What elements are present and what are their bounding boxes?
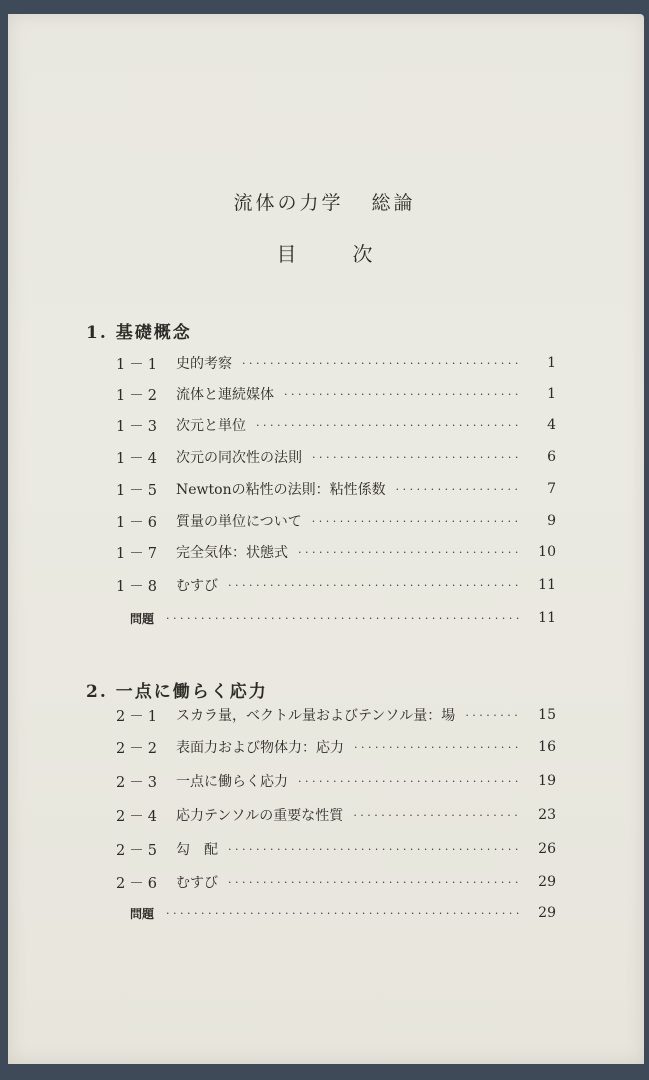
leader-dots xyxy=(312,515,520,528)
leader-dots xyxy=(166,612,520,625)
chapter-number: 2. xyxy=(86,682,108,702)
leader-dots xyxy=(353,809,520,822)
problems-label: 問題 xyxy=(130,611,155,626)
toc-entry xyxy=(116,871,556,893)
toc-entry xyxy=(116,736,556,758)
leader-dots xyxy=(228,876,520,889)
page-number: 19 xyxy=(538,773,556,789)
page-number: 11 xyxy=(538,577,556,593)
section-number: 1－3 xyxy=(116,418,161,435)
toc-entry xyxy=(116,414,556,436)
leader-dots xyxy=(312,451,520,464)
toc-entry xyxy=(116,352,556,374)
toc-heading xyxy=(0,238,649,267)
page-number: 7 xyxy=(547,481,556,497)
toc-entry xyxy=(116,541,556,563)
chapter-number: 1. xyxy=(86,323,108,343)
section-number: 2－6 xyxy=(116,875,161,892)
toc-entry xyxy=(116,704,556,726)
leader-dots xyxy=(465,709,520,722)
toc-entry xyxy=(116,446,556,468)
leader-dots xyxy=(298,546,520,559)
section-title: 勾 配 xyxy=(176,842,218,858)
section-title: 次元と単位 xyxy=(176,418,246,434)
section-title: 完全気体：状態式 xyxy=(176,545,288,561)
page-number: 9 xyxy=(547,513,556,529)
book-title-sub: 総論 xyxy=(371,192,416,214)
page-number: 1 xyxy=(547,355,556,371)
section-title: むすび xyxy=(176,578,218,594)
page-number: 10 xyxy=(538,544,556,560)
toc-heading-char-1: 目 xyxy=(276,242,297,266)
toc-problems-entry xyxy=(130,607,556,629)
toc-entry xyxy=(116,478,556,500)
section-title: 一点に働らく応力 xyxy=(176,774,288,790)
page-number: 1 xyxy=(547,386,556,402)
leader-dots xyxy=(284,388,520,401)
leader-dots xyxy=(298,775,520,788)
page-number: 26 xyxy=(538,841,556,857)
toc-entry xyxy=(116,510,556,532)
leader-dots xyxy=(396,483,520,496)
section-title: むすび xyxy=(176,875,218,891)
toc-problems-entry xyxy=(130,902,556,924)
page-number: 15 xyxy=(538,707,556,723)
section-title: 流体と連続媒体 xyxy=(176,387,274,403)
section-title: 次元の同次性の法則 xyxy=(176,450,302,466)
chapter-title: 基礎概念 xyxy=(115,323,192,343)
section-number: 2－2 xyxy=(116,740,161,757)
toc-entry xyxy=(116,574,556,596)
section-title: 表面力および物体力：応力 xyxy=(176,740,344,756)
section-number: 1－4 xyxy=(116,450,161,467)
page-number: 11 xyxy=(538,610,556,626)
section-number: 2－3 xyxy=(116,774,161,791)
leader-dots xyxy=(242,357,520,370)
chapter-title: 一点に働らく応力 xyxy=(115,682,268,702)
book-title-main: 流体の力学 xyxy=(233,192,344,214)
section-number: 2－5 xyxy=(116,842,161,859)
page-number: 23 xyxy=(538,807,556,823)
toc-heading-char-2: 次 xyxy=(352,242,373,266)
section-title: Newtonの粘性の法則：粘性係数 xyxy=(176,482,386,498)
section-title: スカラ量，ベクトル量およびテンソル量：場 xyxy=(176,708,456,724)
section-number: 1－6 xyxy=(116,514,161,531)
page-number: 4 xyxy=(547,417,556,433)
section-number: 1－2 xyxy=(116,387,161,404)
leader-dots xyxy=(228,843,520,856)
page-number: 6 xyxy=(547,449,556,465)
toc-entry xyxy=(116,383,556,405)
page-number: 29 xyxy=(538,905,556,921)
toc-entry xyxy=(116,838,556,860)
section-number: 1－8 xyxy=(116,578,161,595)
section-number: 2－1 xyxy=(116,708,161,725)
page-number: 29 xyxy=(538,874,556,890)
section-number: 2－4 xyxy=(116,808,161,825)
problems-label: 問題 xyxy=(130,906,155,921)
toc-entry xyxy=(116,804,556,826)
page-number: 16 xyxy=(538,739,556,755)
section-number: 1－5 xyxy=(116,482,161,499)
leader-dots xyxy=(228,579,520,592)
section-number: 1－7 xyxy=(116,545,161,562)
book-title xyxy=(0,188,649,215)
leader-dots xyxy=(354,741,520,754)
section-title: 質量の単位について xyxy=(176,514,302,530)
section-number: 1－1 xyxy=(116,356,161,373)
toc-entry xyxy=(116,770,556,792)
chapter-heading xyxy=(86,677,268,702)
section-title: 応力テンソルの重要な性質 xyxy=(176,808,344,824)
chapter-heading xyxy=(86,318,192,343)
section-title: 史的考察 xyxy=(176,356,232,372)
leader-dots xyxy=(256,419,520,432)
leader-dots xyxy=(166,907,520,920)
